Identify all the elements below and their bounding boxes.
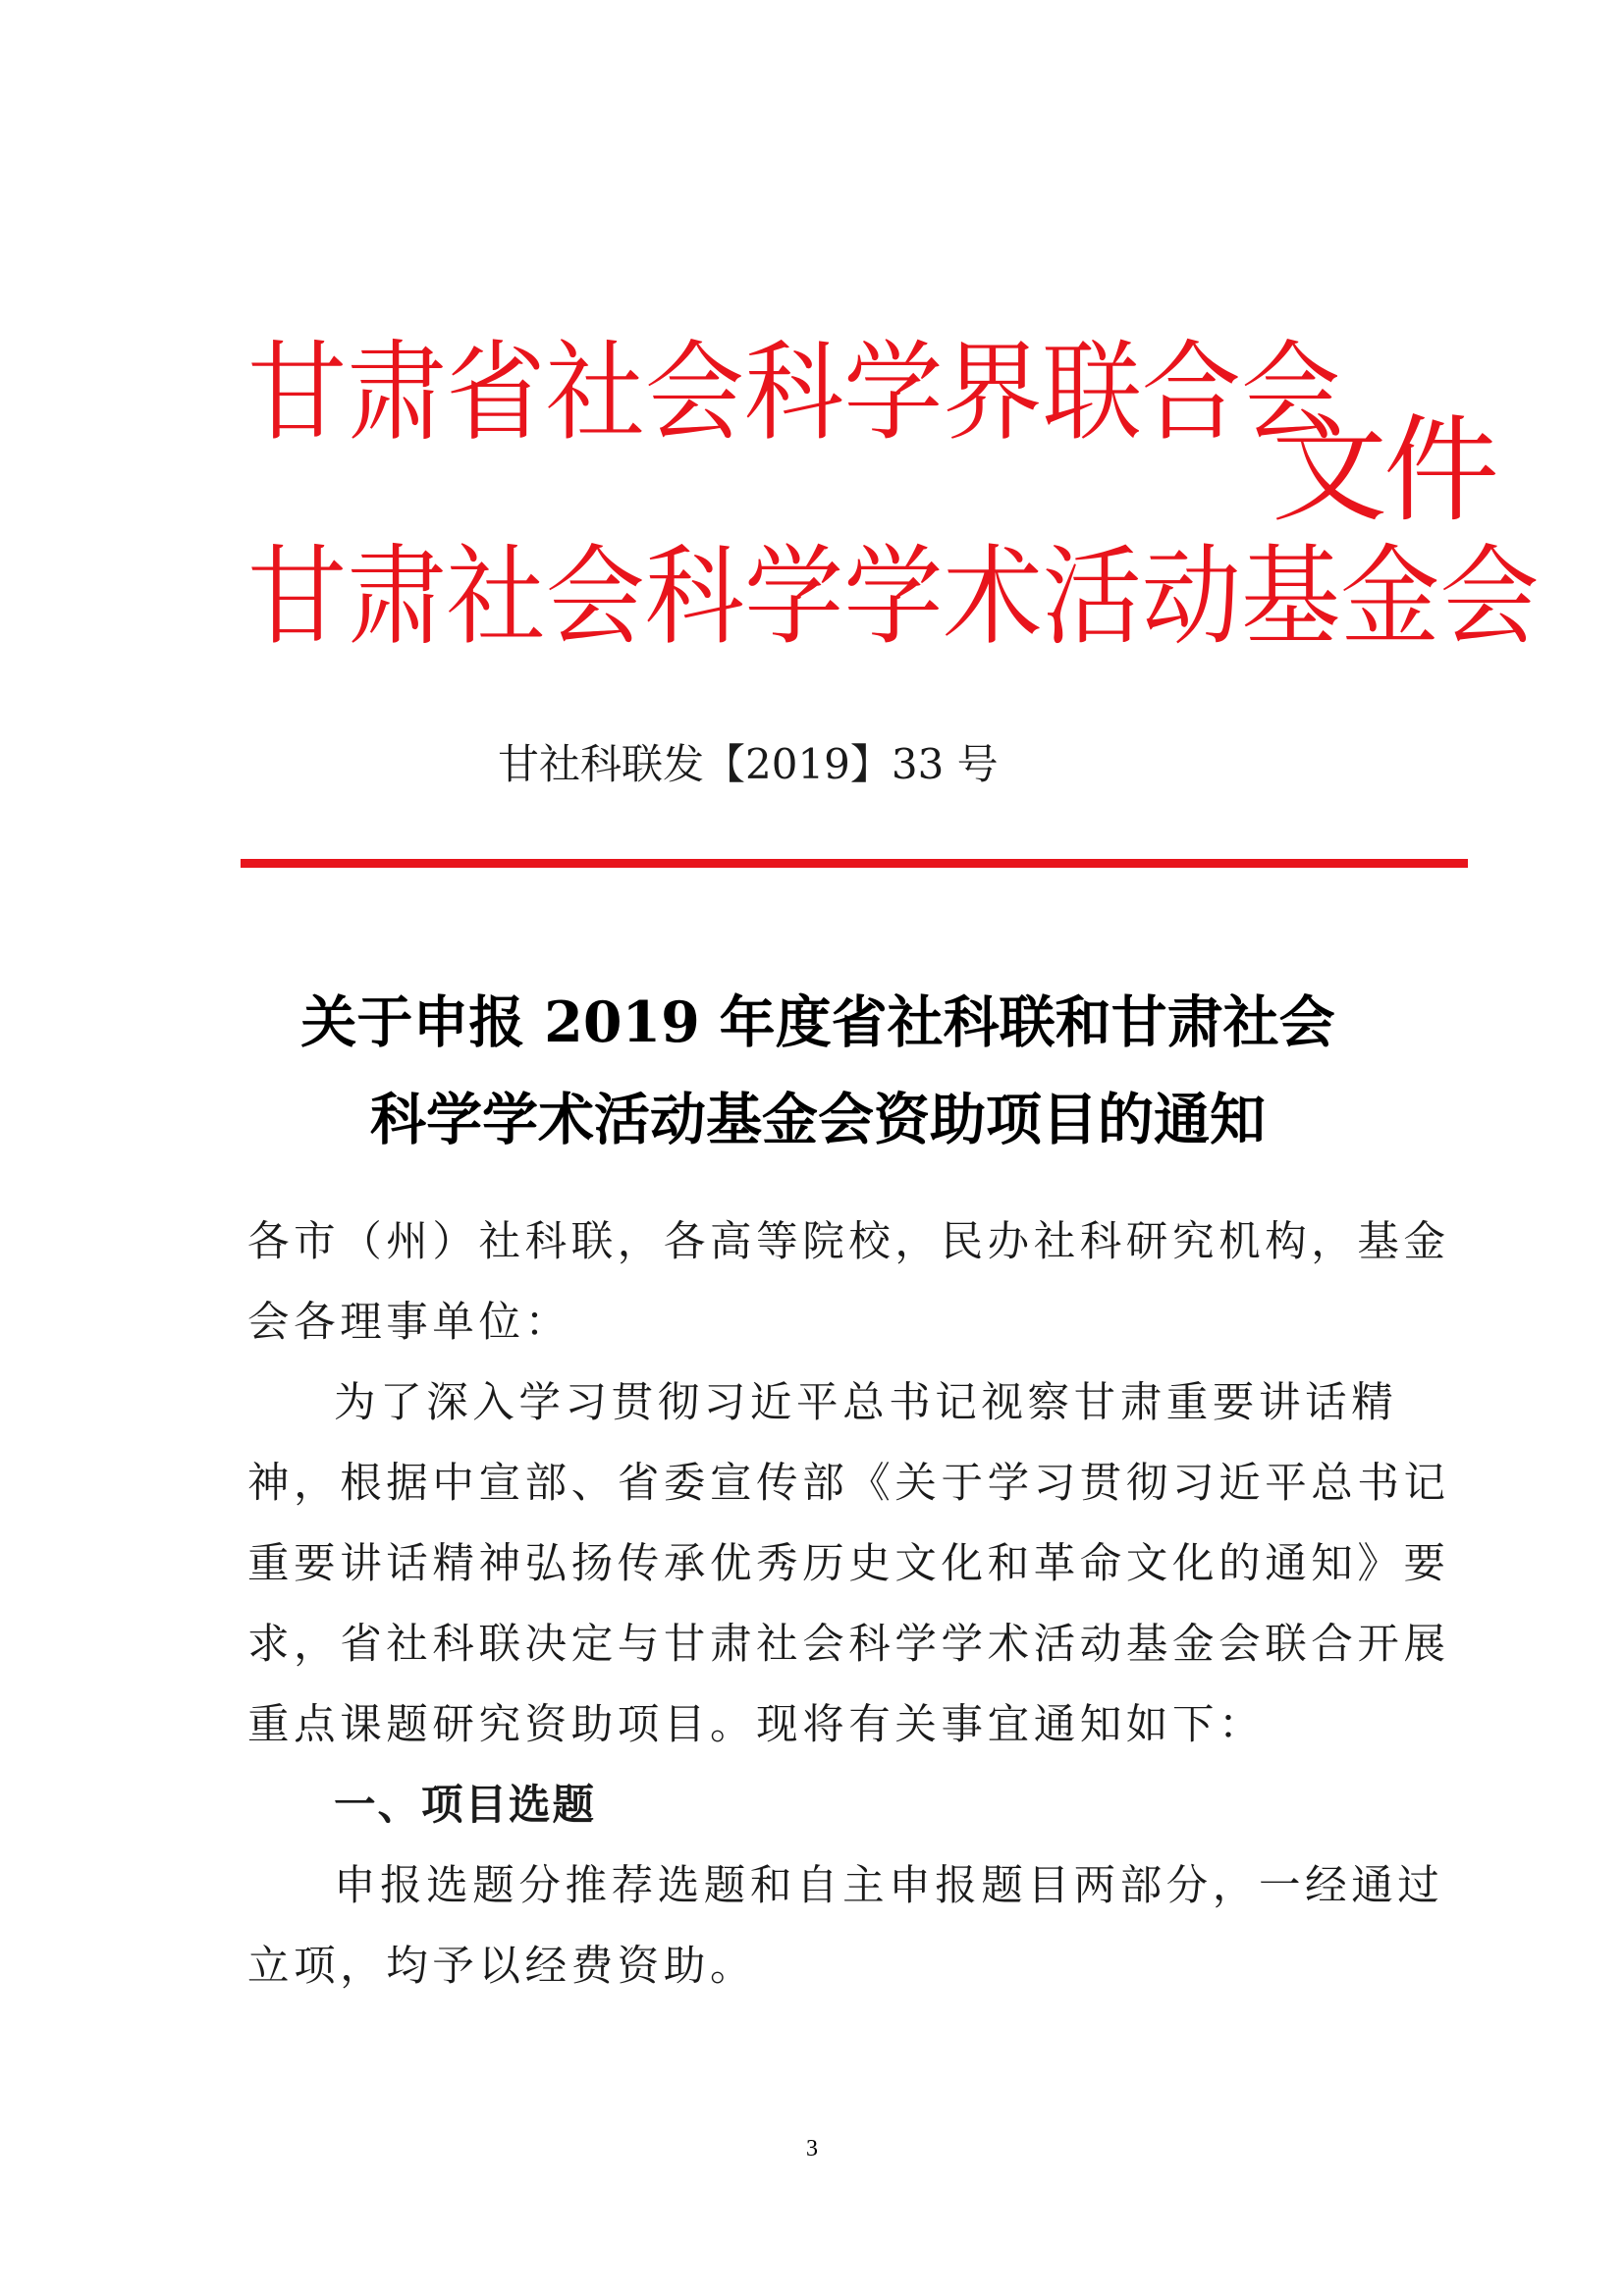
document-type-label: 文件 [1272,402,1496,538]
paragraph-line: 重点课题研究资助项目。现将有关事宜通知如下： [247,1701,1266,1749]
section-heading: 一、项目选题 [334,1782,597,1830]
paragraph-line: 重要讲话精神弘扬传承优秀历史文化和革命文化的通知》要 [247,1540,1450,1588]
notice-title-line-1: 关于申报 2019 年度省社科联和甘肃社会 [300,989,1335,1055]
paragraph-line: 为了深入学习贯彻习近平总书记视察甘肃重要讲话精 [334,1379,1398,1427]
document-number: 甘社科联发【2019】33 号 [498,740,999,788]
paragraph-line: 求，省社科联决定与甘肃社会科学学术活动基金会联合开展 [247,1621,1450,1669]
page-number: 3 [806,2136,818,2162]
notice-title-line-2: 科学学术活动基金会资助项目的通知 [370,1087,1266,1152]
paragraph-line: 立项，均予以经费资助。 [247,1943,757,1991]
paragraph-line: 神，根据中宣部、省委宣传部《关于学习贯彻习近平总书记 [247,1460,1450,1508]
issuing-org-name-2: 甘肃社会科学学术活动基金会 [247,534,1540,660]
issuing-org-name-1: 甘肃省社会科学界联合会 [247,330,1341,455]
salutation-line-1: 各市（州）社科联，各高等院校，民办社科研究机构，基金 [247,1218,1450,1266]
masthead-divider [241,859,1468,868]
paragraph-line: 申报选题分推荐选题和自主申报题目两部分，一经通过 [334,1862,1444,1910]
salutation-line-2: 会各理事单位： [247,1299,571,1347]
